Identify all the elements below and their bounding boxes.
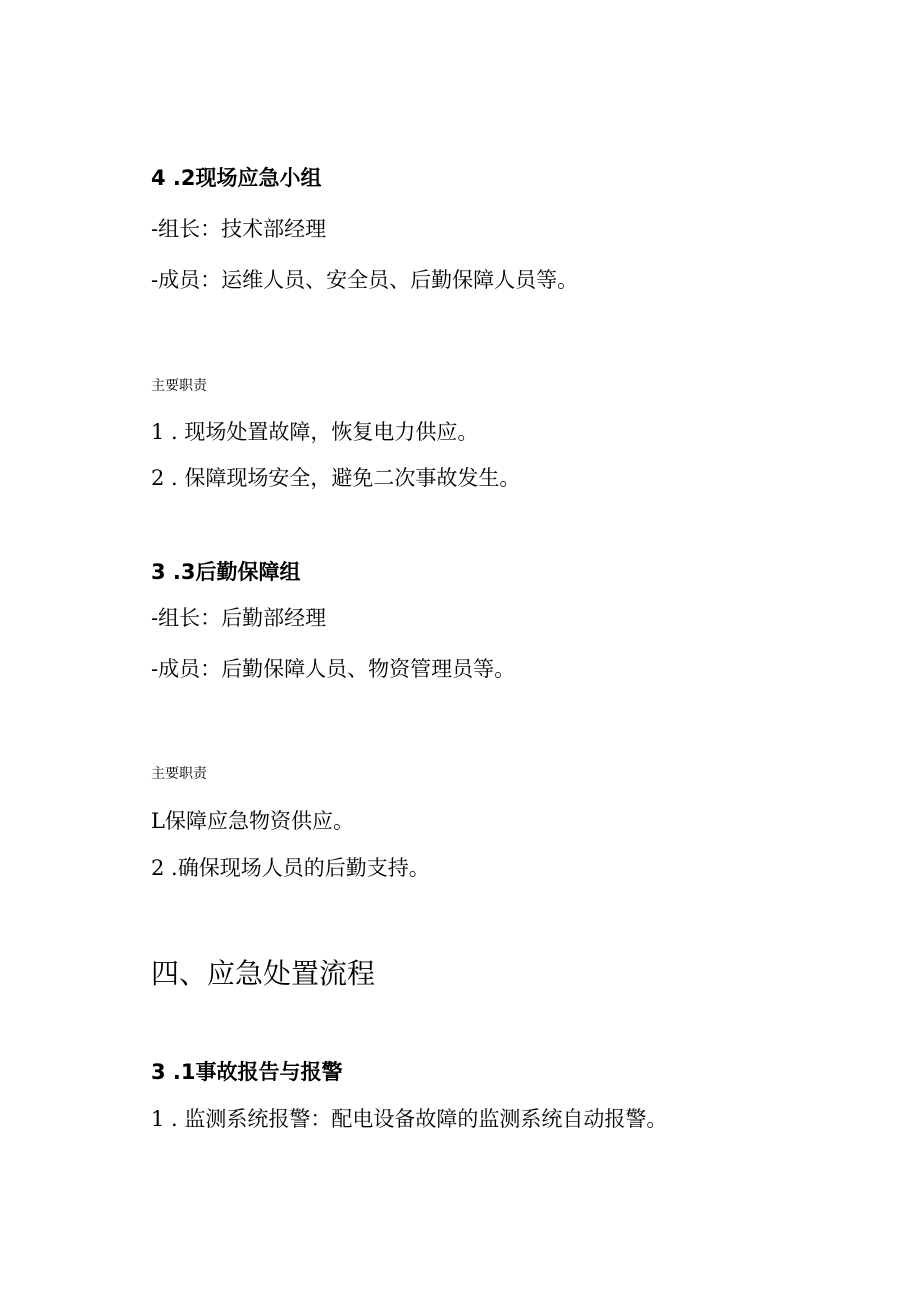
- section-heading-3-1: 3 .1事故报告与报警: [151, 1060, 343, 1084]
- section-heading-4-2: 4 .2现场应急小组: [151, 166, 322, 190]
- duty-item: 2 .确保现场人员的后勤支持。: [151, 856, 430, 880]
- duties-label: 主要职责: [151, 766, 207, 782]
- team-leader-line: -组长：技术部经理: [151, 217, 327, 241]
- procedure-item: 1 . 监测系统报警：配电设备故障的监测系统自动报警。: [151, 1107, 668, 1131]
- duties-label: 主要职责: [151, 378, 207, 394]
- team-members-line: -成员：运维人员、安全员、后勤保障人员等。: [151, 268, 579, 292]
- team-leader-line: -组长：后勤部经理: [151, 606, 327, 630]
- duty-item: 1 . 现场处置故障，恢复电力供应。: [151, 420, 479, 444]
- chapter-title: 四、应急处置流程: [151, 957, 376, 990]
- duty-item: 2 . 保障现场安全，避免二次事故发生。: [151, 466, 521, 490]
- team-members-line: -成员：后勤保障人员、物资管理员等。: [151, 657, 516, 681]
- section-heading-3-3: 3 .3后勤保障组: [151, 560, 301, 584]
- duty-item: L保障应急物资供应。: [151, 809, 354, 833]
